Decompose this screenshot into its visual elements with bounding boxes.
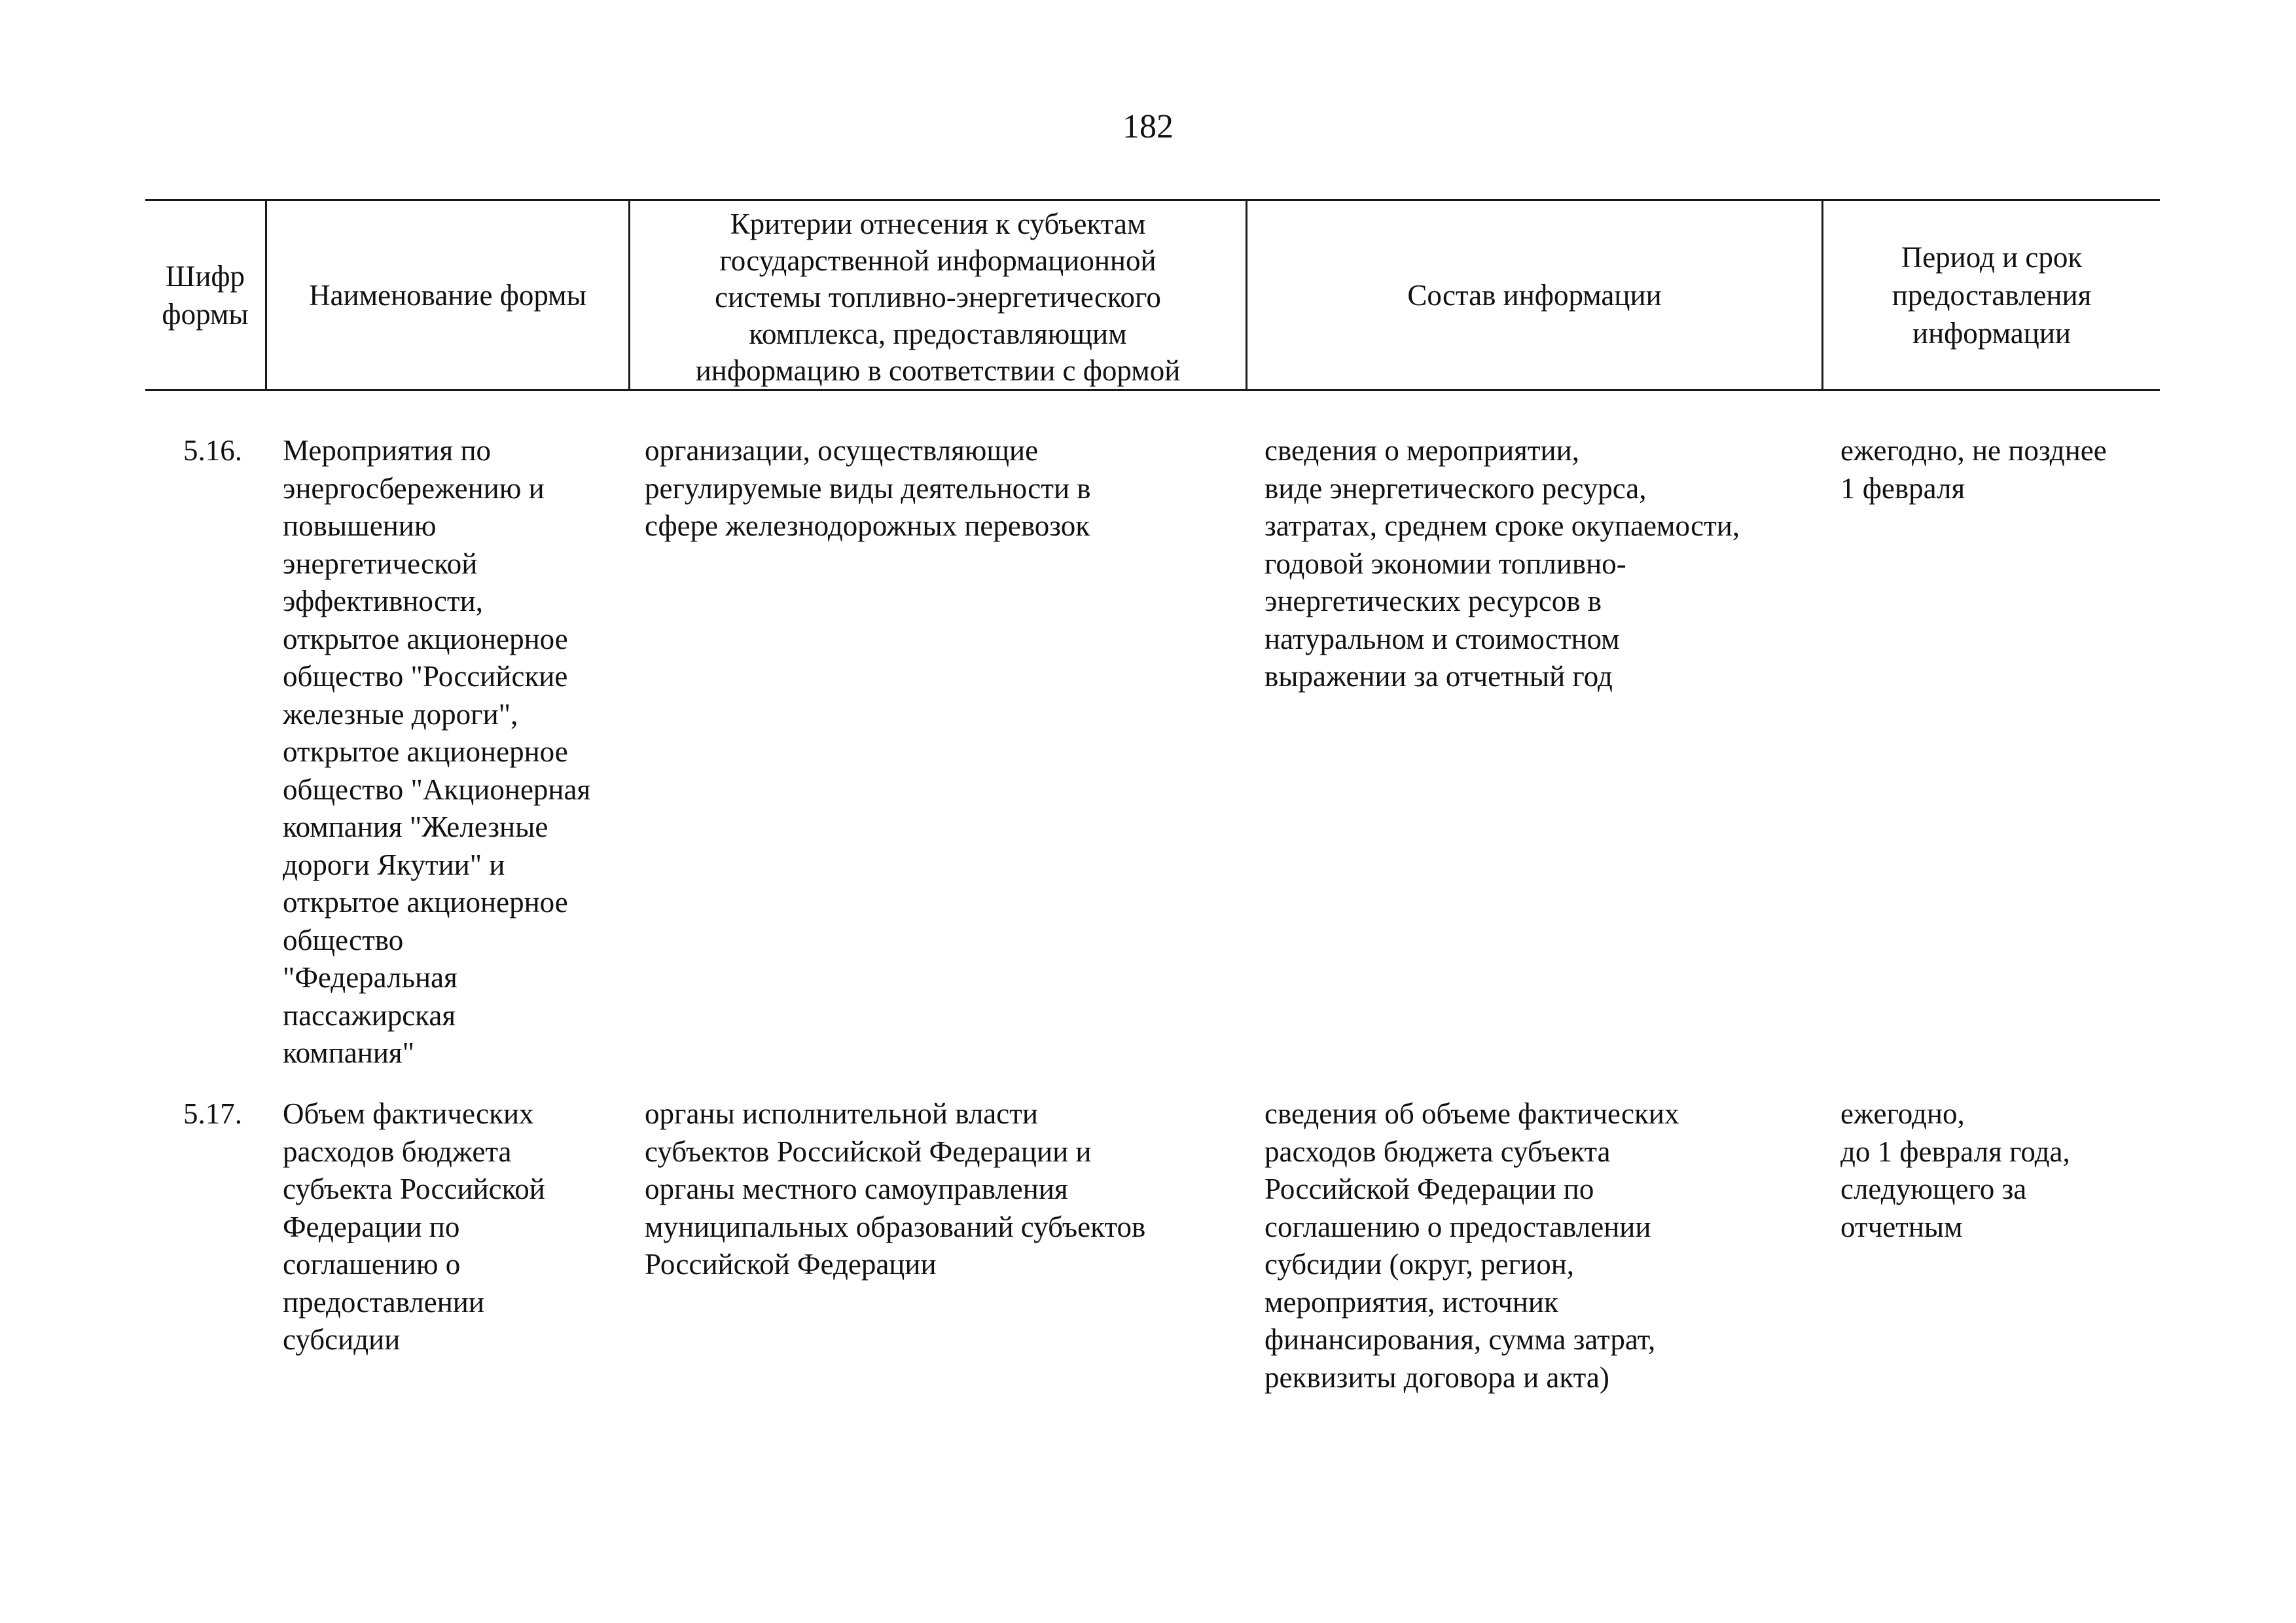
header-code: Шифр формы bbox=[162, 259, 249, 331]
row-form-name: Объем фактических расходов бюджета субъекта Российской Федерации по соглашению о предоставлении субсидии bbox=[283, 1097, 545, 1356]
row-code: 5.17. bbox=[183, 1097, 242, 1130]
page-number: 182 bbox=[1122, 108, 1174, 145]
header-content: Состав информации bbox=[1407, 278, 1662, 312]
header-period: Период и срок предоставления информации bbox=[1892, 240, 2092, 350]
row-content: сведения о мероприятии, виде энергетического ресурса, затратах, среднем сроке окупаемости, годовой экономии топливно- энергетических ресурсов в натуральном и стоимостном выражении за отчетный год bbox=[1265, 434, 1740, 693]
row-period: ежегодно, не позднее 1 февраля bbox=[1840, 434, 2107, 505]
row-code: 5.16. bbox=[183, 434, 242, 467]
row-period: ежегодно, до 1 февраля года, следующего за отчетным bbox=[1840, 1097, 2070, 1243]
header-name: Наименование формы bbox=[309, 278, 586, 312]
row-form-name: Мероприятия по энергосбережению и повышению энергетической эффективности, открытое акционерное общество "Российские железные дороги", открытое акционерное общество "Акционерная компания "Железные дороги Якутии" и открытое акционерное общество "Федеральная пассажирская компания" bbox=[283, 434, 591, 1069]
row-content: сведения об объеме фактических расходов бюджета субъекта Российской Федерации по соглашению о предоставлении субсидии (округ, регион, мероприятия, источник финансирования, сумма затрат, реквизиты договора и акта) bbox=[1265, 1097, 1679, 1394]
row-criteria: органы исполнительной власти субъектов Российской Федерации и органы местного самоуправления муниципальных образований субъектов Российской Федерации bbox=[645, 1097, 1146, 1281]
header-criteria: Критерии отнесения к субъектам государственной информационной системы топливно-энергетического комплекса, предоставляющим информацию в соответствии с формой bbox=[695, 208, 1181, 387]
row-criteria: организации, осуществляющие регулируемые виды деятельности в сфере железнодорожных перевозок bbox=[645, 434, 1091, 542]
table-header-bottom-border bbox=[145, 389, 2160, 391]
